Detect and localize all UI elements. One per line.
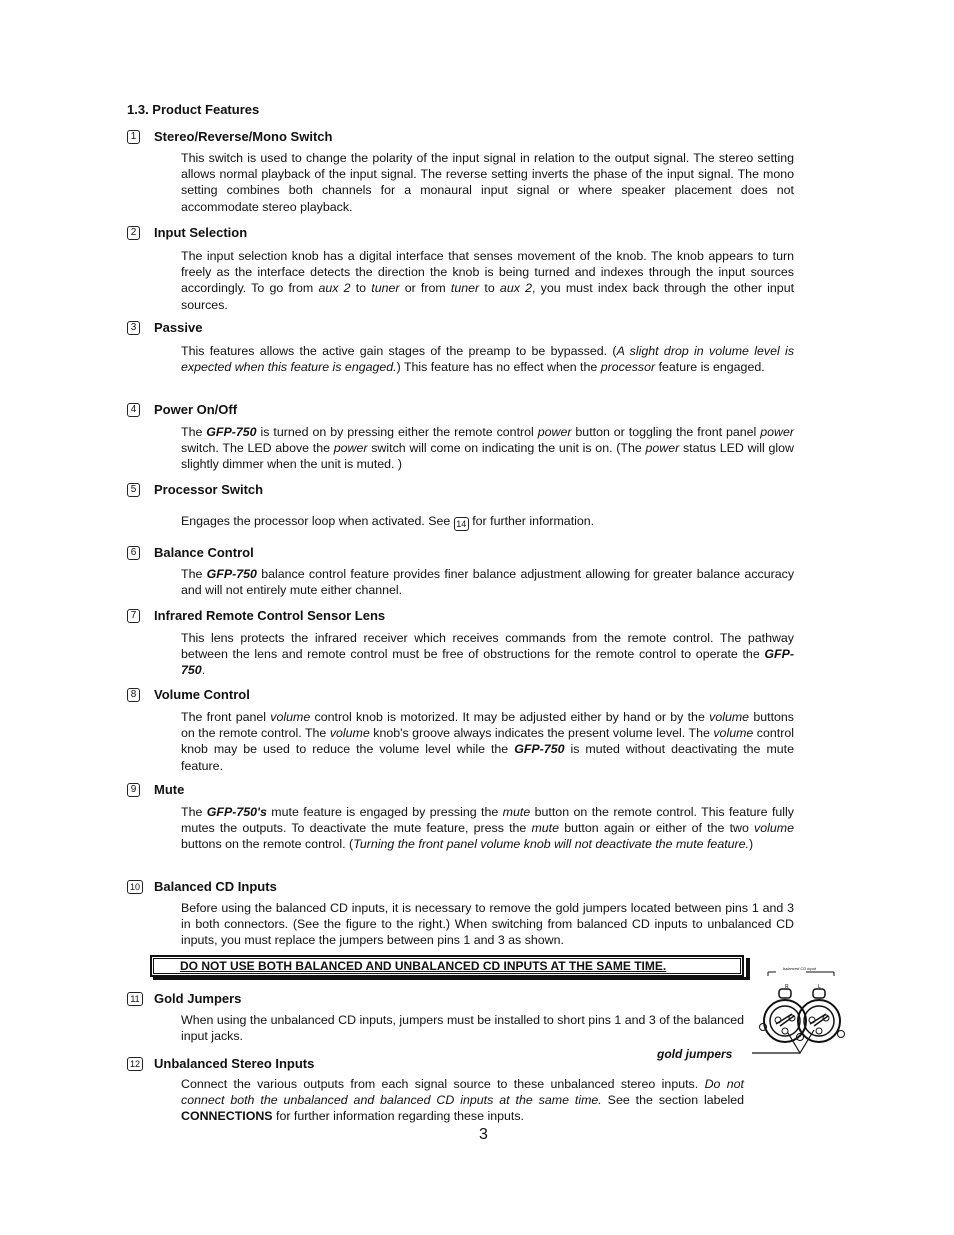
section-number-badge: 2 xyxy=(127,226,140,240)
section-title: Volume Control xyxy=(154,687,250,702)
section-header xyxy=(127,991,241,1006)
section-header xyxy=(127,320,202,335)
section-title: Balance Control xyxy=(154,545,254,560)
connector-latch xyxy=(779,989,791,998)
section-title: Infrared Remote Control Sensor Lens xyxy=(154,608,386,623)
gold-jumpers-callout: gold jumpers xyxy=(657,1047,733,1061)
section-header xyxy=(127,1056,314,1071)
section-title: Power On/Off xyxy=(154,402,238,417)
section-header xyxy=(127,782,184,797)
warning-text: DO NOT USE BOTH BALANCED AND UNBALANCED CD INPUTS AT THE SAME TIME. xyxy=(153,958,741,974)
section-header xyxy=(127,482,263,497)
section-number-badge: 6 xyxy=(127,546,140,560)
figure-label-left: L xyxy=(818,984,821,990)
section-number-badge: 3 xyxy=(127,321,140,335)
section-header xyxy=(127,545,254,560)
section-body: When using the unbalanced CD inputs, jumpers must be installed to short pins 1 and 3 of the balanced input jacks. xyxy=(181,1013,744,1044)
section-body: This lens protects the infrared receiver which receives commands from the remote control. The pathway between the lens and remote control must be free of obstructions for the remote control to operate the GFP-750. xyxy=(181,631,794,678)
section-header xyxy=(127,879,277,894)
section-header xyxy=(127,225,247,240)
section-number-badge: 7 xyxy=(127,609,140,623)
section-body: The front panel volume control knob is motorized. It may be adjusted either by hand or by the volume buttons on the remote control. The volume knob's groove always indicates the present volume level. The volume control knob may be used to reduce the volume level while the GFP-750 is muted without deactivating the mute feature. xyxy=(181,710,794,773)
section-body: Engages the processor loop when activated. See 14 for further information. xyxy=(181,513,794,531)
section-reference-badge: 14 xyxy=(454,517,469,531)
section-header xyxy=(127,402,237,417)
gold-jumper xyxy=(810,1014,828,1026)
section-body: The GFP-750 balance control feature provides finer balance adjustment allowing for greater balance accuracy and will not entirely mute either channel. xyxy=(181,567,795,598)
section-header xyxy=(127,129,332,144)
section-header xyxy=(127,608,385,623)
section-number-badge: 11 xyxy=(127,992,143,1006)
balanced-cd-connector-figure xyxy=(748,958,848,1058)
section-body: Connect the various outputs from each signal source to these unbalanced stereo inputs. Do not connect both the unbalanced and balanced CD inputs at the same time. See the section labeled CONNECTIONS for further information regarding these inputs. xyxy=(181,1077,744,1124)
section-number-badge: 9 xyxy=(127,783,140,797)
section-title: Processor Switch xyxy=(154,482,264,497)
section-header xyxy=(127,687,250,702)
page-heading: 1.3. Product Features xyxy=(127,102,260,117)
connector-latch xyxy=(813,989,825,998)
page-number: 3 xyxy=(479,1126,488,1143)
gold-jumper xyxy=(776,1014,794,1026)
section-number-badge: 8 xyxy=(127,688,140,702)
warning-box xyxy=(150,955,744,977)
section-title: Balanced CD Inputs xyxy=(154,879,277,894)
section-title: Mute xyxy=(154,782,185,797)
section-title: Gold Jumpers xyxy=(154,991,242,1006)
section-number-badge: 4 xyxy=(127,403,140,417)
section-body: Before using the balanced CD inputs, it is necessary to remove the gold jumpers located between pins 1 and 3 in both connectors. (See the figure to the right.) When switching from balanced CD inputs to unbalanced CD inputs, you must replace the jumpers between pins 1 and 3 as shown. xyxy=(181,901,794,948)
section-body: This switch is used to change the polarity of the input signal in relation to the output signal. The stereo setting allows normal playback of the input signal. The reverse setting inverts the phase of the input signal. The mono setting combines both channels for a monaural input signal or where speaker placement does not accommodate stereo playback. xyxy=(181,151,794,214)
section-body: The GFP-750 is turned on by pressing either the remote control power button or toggling the front panel power switch. The LED above the power switch will come on indicating the unit is on. (The power status LED will glow slightly dimmer when the unit is muted. ) xyxy=(181,425,794,472)
section-body: This features allows the active gain stages of the preamp to be bypassed. (A slight drop in volume level is expected when this feature is engaged.) This feature has no effect when the processor feature is engaged. xyxy=(181,344,795,375)
section-body: The GFP-750's mute feature is engaged by pressing the mute button on the remote control. This feature fully mutes the outputs. To deactivate the mute feature, press the mute button again or either of the two volume buttons on the remote control. (Turning the front panel volume knob will not deactivate the mute feature.) xyxy=(181,805,794,852)
section-number-badge: 1 xyxy=(127,130,140,144)
section-title: Stereo/Reverse/Mono Switch xyxy=(154,129,333,144)
section-title: Unbalanced Stereo Inputs xyxy=(154,1056,315,1071)
section-number-badge: 12 xyxy=(127,1057,143,1071)
figure-label: balanced CD input xyxy=(783,966,816,971)
section-number-badge: 10 xyxy=(127,880,143,894)
section-title: Passive xyxy=(154,320,203,335)
section-body: The input selection knob has a digital interface that senses movement of the knob. The knob appears to turn freely as the interface detects the direction the knob is being turned and indexes through the input sources accordingly. To go from aux 2 to tuner or from tuner to aux 2, you must index back through the other input sources. xyxy=(181,249,795,312)
section-number-badge: 5 xyxy=(127,483,140,497)
figure-label-right: R xyxy=(785,984,789,990)
section-title: Input Selection xyxy=(154,225,248,240)
warning-box-shadow xyxy=(153,977,750,980)
